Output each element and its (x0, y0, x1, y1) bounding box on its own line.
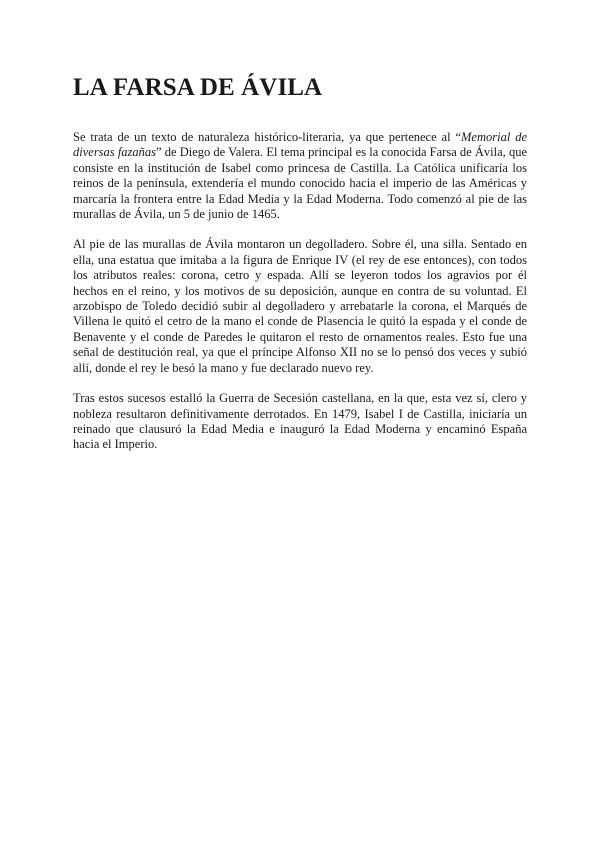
document-page (73, 74, 527, 468)
paragraph-1-body: ” de Diego de Valera. El tema principal es la conocida Farsa de Ávila, que consiste en la institución de Isabel como princesa de Castilla. La Católica unificaría los reinos de la península, extendería el mundo conocido hacia el imperio de las Américas y marcaría la frontera entre la Edad Media y la Edad Moderna. Todo comenzó al pie de las murallas de Ávila, un 5 de junio de 1465. (73, 145, 527, 222)
work-title-italic: Memorial de diversas fazañas (73, 130, 528, 160)
paragraph-3: Tras estos sucesos estalló la Guerra de Secesión castellana, en la que, esta vez sí, clero y nobleza resultaron definitivamente derrotados. En 1479, Isabel I de Castilla, iniciaría un reinado que clausuró la Edad Media e inauguró la Edad Moderna y encaminó España hacia el Imperio. (73, 391, 527, 452)
document-title: LA FARSA DE ÁVILA (73, 74, 323, 101)
paragraph-1 (73, 130, 527, 222)
paragraph-2: Al pie de las murallas de Ávila montaron un degolladero. Sobre él, una silla. Sentado en ella, una estatua que imitaba a la figura de Enrique IV (el rey de ese entonces), con todos los atributos reales: corona, cetro y espada. Allí se leyeron todos los agravios por él hechos en el reino, y los motivos de su deposición, aunque en contra de su voluntad. El arzobispo de Toledo decidió subir al degolladero y arrebatarle la corona, el Marqués de Villena le quitó el cetro de la mano el conde de Plasencia le quitó la espada y el conde de Benavente y el conde de Paredes le quitaron el resto de ornamentos reales. Esto fue una señal de destitución real, ya que el príncipe Alfonso XII no se lo pensó dos veces y subió allí, donde el rey le besó la mano y fue declarado nuevo rey. (73, 237, 527, 375)
paragraph-1-intro: Se trata de un texto de naturaleza histórico-literaria, ya que pertenece al “ (73, 130, 462, 144)
